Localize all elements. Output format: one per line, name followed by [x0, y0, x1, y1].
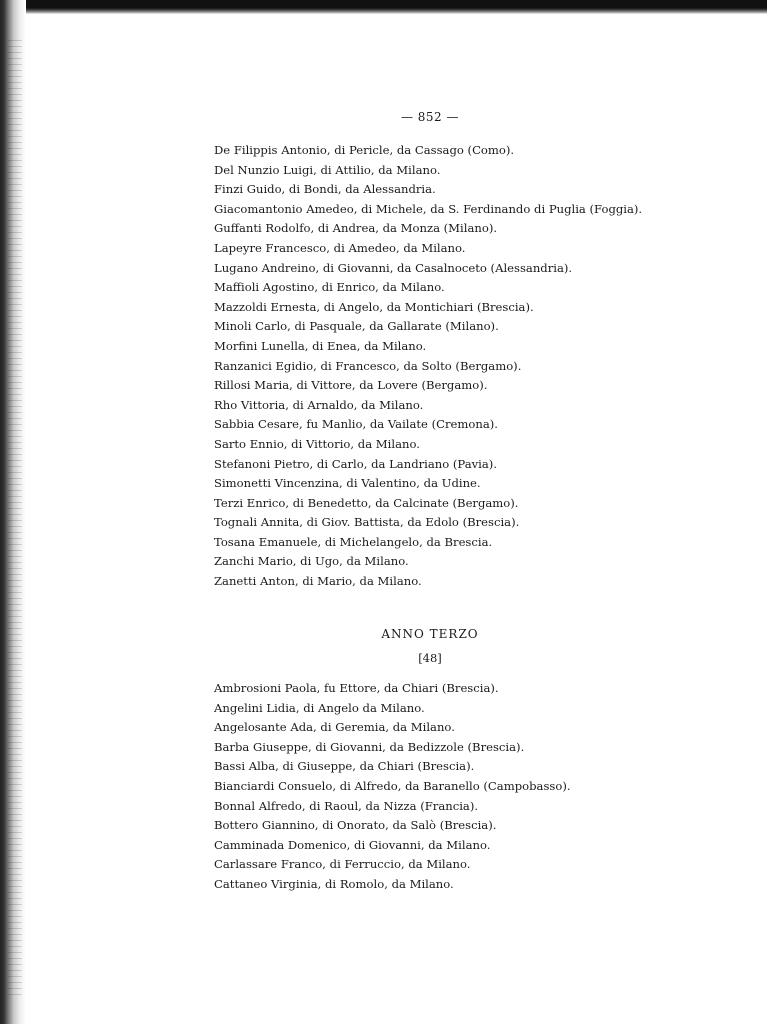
- list-item: Zanetti Anton, di Mario, da Milano.: [214, 574, 422, 589]
- list-item: Bassi Alba, di Giuseppe, da Chiari (Brescia).: [214, 759, 475, 774]
- list-item: Ranzanici Egidio, di Francesco, da Solto (Bergamo).: [214, 358, 522, 373]
- list-item: Mazzoldi Ernesta, di Angelo, da Montichiari (Brescia).: [214, 299, 534, 314]
- list-item: Sarto Ennio, di Vittorio, da Milano.: [214, 436, 420, 451]
- list-item: Morfini Lunella, di Enea, da Milano.: [214, 338, 427, 353]
- list-item: Simonetti Vincenzina, di Valentino, da Udine.: [214, 476, 481, 491]
- list-item: Rillosi Maria, di Vittore, da Lovere (Bergamo).: [214, 378, 488, 393]
- list-item: Maffioli Agostino, di Enrico, da Milano.: [214, 280, 445, 295]
- list-item: De Filippis Antonio, di Pericle, da Cassago (Como).: [214, 143, 515, 157]
- list-item: Sabbia Cesare, fu Manlio, da Vailate (Cremona).: [214, 417, 498, 432]
- scan-binding-texture: [8, 40, 22, 1000]
- list-item: Minoli Carlo, di Pasquale, da Gallarate (Milano).: [214, 319, 499, 334]
- list-item: Terzi Enrico, di Benedetto, da Calcinate (Bergamo).: [214, 495, 519, 510]
- list-item: Bianciardi Consuelo, di Alfredo, da Baranello (Campobasso).: [214, 778, 571, 793]
- section-title: ANNO TERZO: [381, 627, 479, 641]
- section-count: [48]: [418, 651, 442, 665]
- list-item: Cattaneo Virginia, di Romolo, da Milano.: [214, 876, 454, 891]
- list-item: Carlassare Franco, di Ferruccio, da Milano.: [214, 857, 471, 872]
- list-item: Tosana Emanuele, di Michelangelo, da Brescia.: [214, 534, 493, 549]
- list-item: Giacomantonio Amedeo, di Michele, da S. Ferdinando di Puglia (Foggia).: [214, 201, 643, 216]
- list-item: Lapeyre Francesco, di Amedeo, da Milano.: [214, 240, 466, 255]
- list-item: Lugano Andreino, di Giovanni, da Casalnoceto (Alessandria).: [214, 260, 573, 275]
- student-list-first: [214, 141, 654, 592]
- list-item: Zanchi Mario, di Ugo, da Milano.: [214, 554, 409, 569]
- student-list-second: [214, 679, 654, 895]
- list-item: Del Nunzio Luigi, di Attilio, da Milano.: [214, 162, 441, 177]
- list-item: Ambrosioni Paola, fu Ettore, da Chiari (Brescia).: [214, 681, 499, 695]
- list-item: Tognali Annita, di Giov. Battista, da Edolo (Brescia).: [214, 515, 520, 530]
- list-item: Rho Vittoria, di Arnaldo, da Milano.: [214, 397, 424, 412]
- list-item: Angelosante Ada, di Geremia, da Milano.: [214, 720, 455, 735]
- list-item: Bottero Giannino, di Onorato, da Salò (Brescia).: [214, 818, 497, 833]
- page-number: — 852 —: [400, 110, 460, 124]
- list-item: Angelini Lidia, di Angelo da Milano.: [214, 700, 425, 715]
- list-item: Finzi Guido, di Bondi, da Alessandria.: [214, 182, 436, 197]
- list-item: Camminada Domenico, di Giovanni, da Milano.: [214, 837, 491, 852]
- list-item: Barba Giuseppe, di Giovanni, da Bedizzole (Brescia).: [214, 739, 525, 754]
- list-item: Bonnal Alfredo, di Raoul, da Nizza (Francia).: [214, 798, 479, 813]
- list-item: Stefanoni Pietro, di Carlo, da Landriano (Pavia).: [214, 456, 497, 471]
- list-item: Guffanti Rodolfo, di Andrea, da Monza (Milano).: [214, 221, 498, 236]
- scan-top-edge: [0, 0, 767, 14]
